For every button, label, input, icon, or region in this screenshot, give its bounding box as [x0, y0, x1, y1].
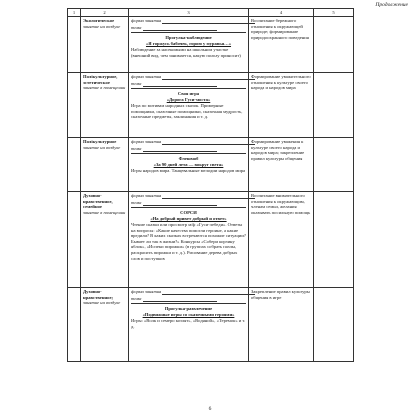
goals-cell	[249, 287, 314, 361]
content-cell	[129, 72, 249, 137]
content-cell	[129, 287, 249, 361]
activity-type: Прогулка-развлечение	[164, 306, 213, 312]
activity-title: «За 90 дней лета — вокруг света»	[153, 161, 224, 167]
activity-description: Наблюдение за насекомыми на школьном участке (внешний вид, чем занимается, какую пользу приносит)	[131, 46, 241, 58]
notes-cell	[314, 72, 354, 137]
page-header: Продолжение	[375, 2, 408, 8]
direction-cell	[81, 16, 129, 72]
column-header: 3	[129, 9, 249, 17]
activity-goals: Формирование уважительного отношения к культуре своего народа и народов мира	[251, 74, 311, 91]
row-index-cell	[68, 16, 81, 72]
direction-type: занятие на воздухе	[83, 144, 121, 150]
form-field: форма занятия	[131, 74, 246, 80]
direction-name: Духовно-нравственное, семейное	[83, 193, 113, 210]
activity-goals: Формирование уважения к культуре своего народа и народов мира; закрепление правил культуры общения	[251, 139, 305, 161]
content-cell	[129, 191, 249, 287]
notes-cell	[314, 191, 354, 287]
activity-title: «Я горжусь бабочек, горою у муравья…»	[145, 40, 232, 46]
table-row	[68, 137, 354, 191]
activity-title: «На добрый привет добрый и ответ»	[150, 215, 227, 221]
activity-type: Прогулка-наблюдение	[165, 35, 212, 41]
activity-goals: Воспитание бережного отношения к окружающей природе; формирование природоохранного поведения	[251, 18, 309, 40]
activity-type: СОРСИ	[180, 210, 197, 216]
direction-name: Полікультурное	[83, 139, 117, 145]
activity-type: Своя игра	[177, 91, 200, 97]
direction-cell	[81, 137, 129, 191]
table-row	[68, 16, 354, 72]
table-row	[68, 72, 354, 137]
form-field: форма занятия	[131, 193, 246, 199]
table-header-row	[68, 9, 354, 17]
activity-title: «Подвижные игры со сказочными героями»	[142, 311, 235, 317]
form-field: форма занятия	[131, 18, 246, 24]
notes-cell	[314, 287, 354, 361]
column-header: 5	[314, 9, 354, 17]
goals-cell	[249, 191, 314, 287]
activity-description: Игры народов мира. Танцевальные мелодии народов мира	[131, 167, 246, 173]
direction-name: Экологическое	[83, 18, 115, 24]
activity-title: «Дорога Гуси-моста»	[166, 96, 211, 102]
activity-type: Флешмоб	[178, 156, 199, 162]
table-row	[68, 287, 354, 361]
activity-goals: Воспитание внимательного отношения к окружающим, членам семьи, желания оказывать посильную помощь	[251, 193, 311, 215]
row-index-cell	[68, 137, 81, 191]
row-index-cell	[68, 287, 81, 361]
activity-table	[67, 8, 354, 362]
column-header: 1	[68, 9, 81, 17]
activity-description: Чтение сказки или просмотр м/ф «Гуси-лебеди». Ответы на вопросы: «Какие качества помогли героине, а какие вредили? В каких сказках встречаются похожие ситуации? Бывает ли так в жизни?» Конкурсы «Собери корзину яблок», «Испеки пирожки» (в группах собрать пазлы, раскрасить пирожки и т. д.). Рисование дерева добрых слов и поступков	[131, 221, 246, 261]
theme-field: тема	[131, 81, 246, 87]
column-header: 2	[81, 9, 129, 17]
row-index-cell	[68, 72, 81, 137]
goals-cell	[249, 16, 314, 72]
content-cell	[129, 137, 249, 191]
direction-name: Духовно-нравственное;	[83, 289, 114, 300]
row-index-cell	[68, 191, 81, 287]
direction-type: занятие на воздухе	[83, 300, 121, 306]
form-field: форма занятия	[131, 289, 246, 295]
theme-field: тема	[131, 296, 246, 302]
activity-description: Игра по мотивам народных сказок. Примерные помощники, сказочные помощники, сказочная мудрость, сказочные предметы, заклинания и т. д.	[131, 102, 243, 120]
direction-type: занятие в помещении	[83, 209, 126, 215]
goals-cell	[249, 137, 314, 191]
notes-cell	[314, 16, 354, 72]
direction-cell	[81, 72, 129, 137]
content-cell	[129, 16, 249, 72]
direction-name: Полікультурное, эстетическое	[83, 74, 118, 85]
form-field: форма занятия	[131, 139, 246, 145]
column-header: 4	[249, 9, 314, 17]
theme-field: тема	[131, 146, 246, 152]
page-number: 6	[208, 406, 212, 412]
direction-type: занятие на воздухе	[83, 23, 121, 29]
direction-cell	[81, 287, 129, 361]
direction-type: занятие в помещении	[83, 85, 126, 91]
direction-cell	[81, 191, 129, 287]
notes-cell	[314, 137, 354, 191]
table-row	[68, 191, 354, 287]
goals-cell	[249, 72, 314, 137]
activity-description: Игры: «Волк и семеро козлят», «Водяной», «Теремок» и т. д.	[131, 317, 246, 329]
activity-goals: Закрепление правил культуры общения в игре	[251, 289, 310, 300]
theme-field: тема	[131, 25, 246, 31]
theme-field: тема	[131, 200, 246, 206]
